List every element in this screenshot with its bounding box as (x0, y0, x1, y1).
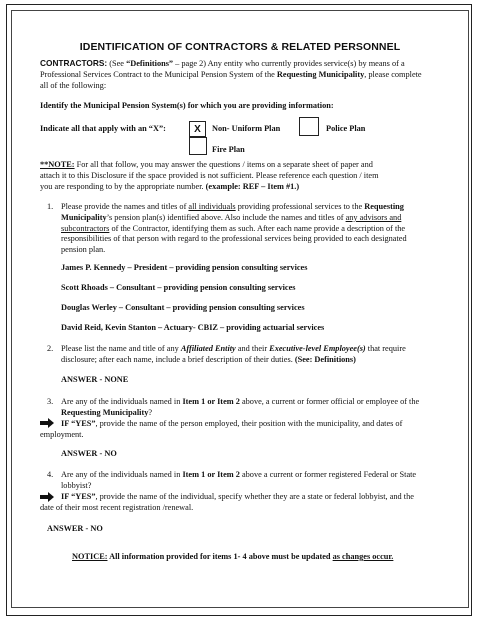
item-text: and their (235, 344, 270, 353)
note-label: **NOTE: (40, 160, 75, 169)
item-text: Please provide the names and titles of (61, 202, 189, 211)
item-text: above, a current or former official or employee of the (239, 397, 420, 406)
item-text: ’s pension plan(s) identified above. Also include the names and titles of (106, 212, 346, 222)
item-4-question (61, 470, 441, 492)
item-text: that require (365, 344, 406, 353)
right-arrow-icon (40, 418, 54, 428)
item-ref: Item 1 or Item 2 (182, 397, 240, 406)
item-text: employment. (40, 430, 84, 439)
item-4-if-yes (61, 492, 441, 503)
page-title: IDENTIFICATION OF CONTRACTORS & RELATED PERSONNEL (79, 41, 401, 53)
item-text: above a current or former registered Federal or State (239, 470, 417, 479)
requesting-municipality: Requesting Municipality (61, 407, 149, 417)
item-2-question (61, 344, 441, 366)
item-1-answer: David Reid, Kevin Stanton – Actuary- CBIZ – providing actuarial services (61, 323, 325, 332)
contractors-label: CONTRACTORS: (40, 58, 108, 68)
non-uniform-checkbox[interactable]: X (189, 121, 206, 137)
contractors-text: , please complete (364, 69, 422, 79)
requesting-municipality: Requesting Municipality (276, 69, 365, 79)
item-text: ? (148, 407, 153, 417)
notice-text: All information provided for items 1- 4 above must be updated (107, 552, 333, 561)
item-text: responsibilities of that person with regard to the professional services being provided to each designated (61, 234, 407, 244)
if-yes-label: IF “YES” (61, 419, 96, 428)
notice-label: NOTICE: (72, 552, 108, 561)
contractors-paragraph (40, 58, 440, 91)
item-text: Are any of the individuals named in (61, 397, 183, 406)
item-1-answer: Scott Rhoads – Consultant – providing pension consulting services (61, 283, 296, 292)
item-text: , provide the name of the person employed, their position with the municipality, and dates of (95, 419, 403, 428)
identify-heading: Identify the Municipal Pension System(s) for which you are providing information: (40, 101, 334, 110)
item-1-number: 1. (47, 202, 54, 211)
fire-checkbox[interactable] (189, 137, 207, 155)
item-text: of the Contractor, identifying them as such. After each name provide a description of the (109, 223, 406, 233)
requesting-municipality: Municipality (61, 212, 107, 222)
affiliated-entity: Affiliated Entity (180, 344, 236, 353)
item-3-question (61, 397, 441, 419)
contractors-text: Professional Services Contract to the Municipal Pension System of the (40, 69, 277, 79)
police-label: Police Plan (326, 124, 366, 133)
item-1-answer: James P. Kennedy – President – providing pension consulting services (61, 263, 308, 272)
notice-underlined: as changes occur. (332, 552, 394, 561)
note-paragraph (40, 160, 440, 192)
contractors-text: all of the following: (40, 80, 107, 90)
requesting-municipality: Requesting (364, 202, 404, 211)
item-text: providing professional services to the (235, 202, 365, 211)
definitions-ref: (See: Definitions) (292, 354, 356, 364)
item-text-underlined: all individuals (188, 202, 236, 211)
item-text-underlined: subcontractors (61, 223, 110, 233)
item-text-underlined: any advisors and (345, 212, 402, 222)
indicate-label: Indicate all that apply with an “X”: (40, 124, 166, 133)
item-text: pension plan. (61, 245, 106, 255)
item-3-if-yes (61, 419, 441, 430)
right-arrow-icon (40, 492, 54, 502)
definitions-ref: “Definitions” (126, 59, 174, 68)
item-3-answer: ANSWER - NO (61, 449, 117, 458)
item-text: date of their most recent registration /renewal. (40, 503, 194, 512)
item-text: lobbyist? (61, 480, 92, 490)
police-checkbox[interactable] (299, 117, 319, 136)
item-3-number: 3. (47, 397, 54, 406)
item-2-answer: ANSWER - NONE (61, 375, 129, 384)
non-uniform-label: Non- Uniform Plan (212, 124, 281, 133)
item-text: disclosure; after each name, include a brief description of their duties. (61, 354, 293, 364)
note-example: (example: REF – Item #1.) (205, 181, 300, 191)
note-text: you are responding to by the appropriate number. (40, 181, 204, 191)
note-text: attach it to this Disclosure if the space provided is not sufficient. Please reference each question / item (40, 170, 379, 180)
if-yes-label: IF “YES” (61, 492, 96, 501)
item-1-answer: Douglas Werley – Consultant – providing pension consulting services (61, 303, 305, 312)
item-text: Are any of the individuals named in (61, 470, 183, 479)
note-text: For all that follow, you may answer the questions / items on a separate sheet of paper and (74, 160, 373, 169)
contractors-text: – page 2) Any entity who currently provides service(s) by means of a (173, 59, 405, 68)
notice-line (72, 552, 393, 563)
contractors-text: (See (107, 59, 127, 68)
fire-label: Fire Plan (212, 145, 245, 154)
item-text: , provide the name of the individual, specify whether they are a state or federal lobbyist, and the (95, 492, 414, 501)
item-2-number: 2. (47, 344, 54, 353)
item-ref: Item 1 or Item 2 (182, 470, 240, 479)
item-1-question (61, 202, 441, 256)
item-4-answer: ANSWER - NO (47, 524, 103, 533)
item-4-number: 4. (47, 470, 54, 479)
item-text: Please list the name and title of any (61, 344, 181, 353)
executive-employees: Executive-level Employee(s) (269, 344, 366, 353)
